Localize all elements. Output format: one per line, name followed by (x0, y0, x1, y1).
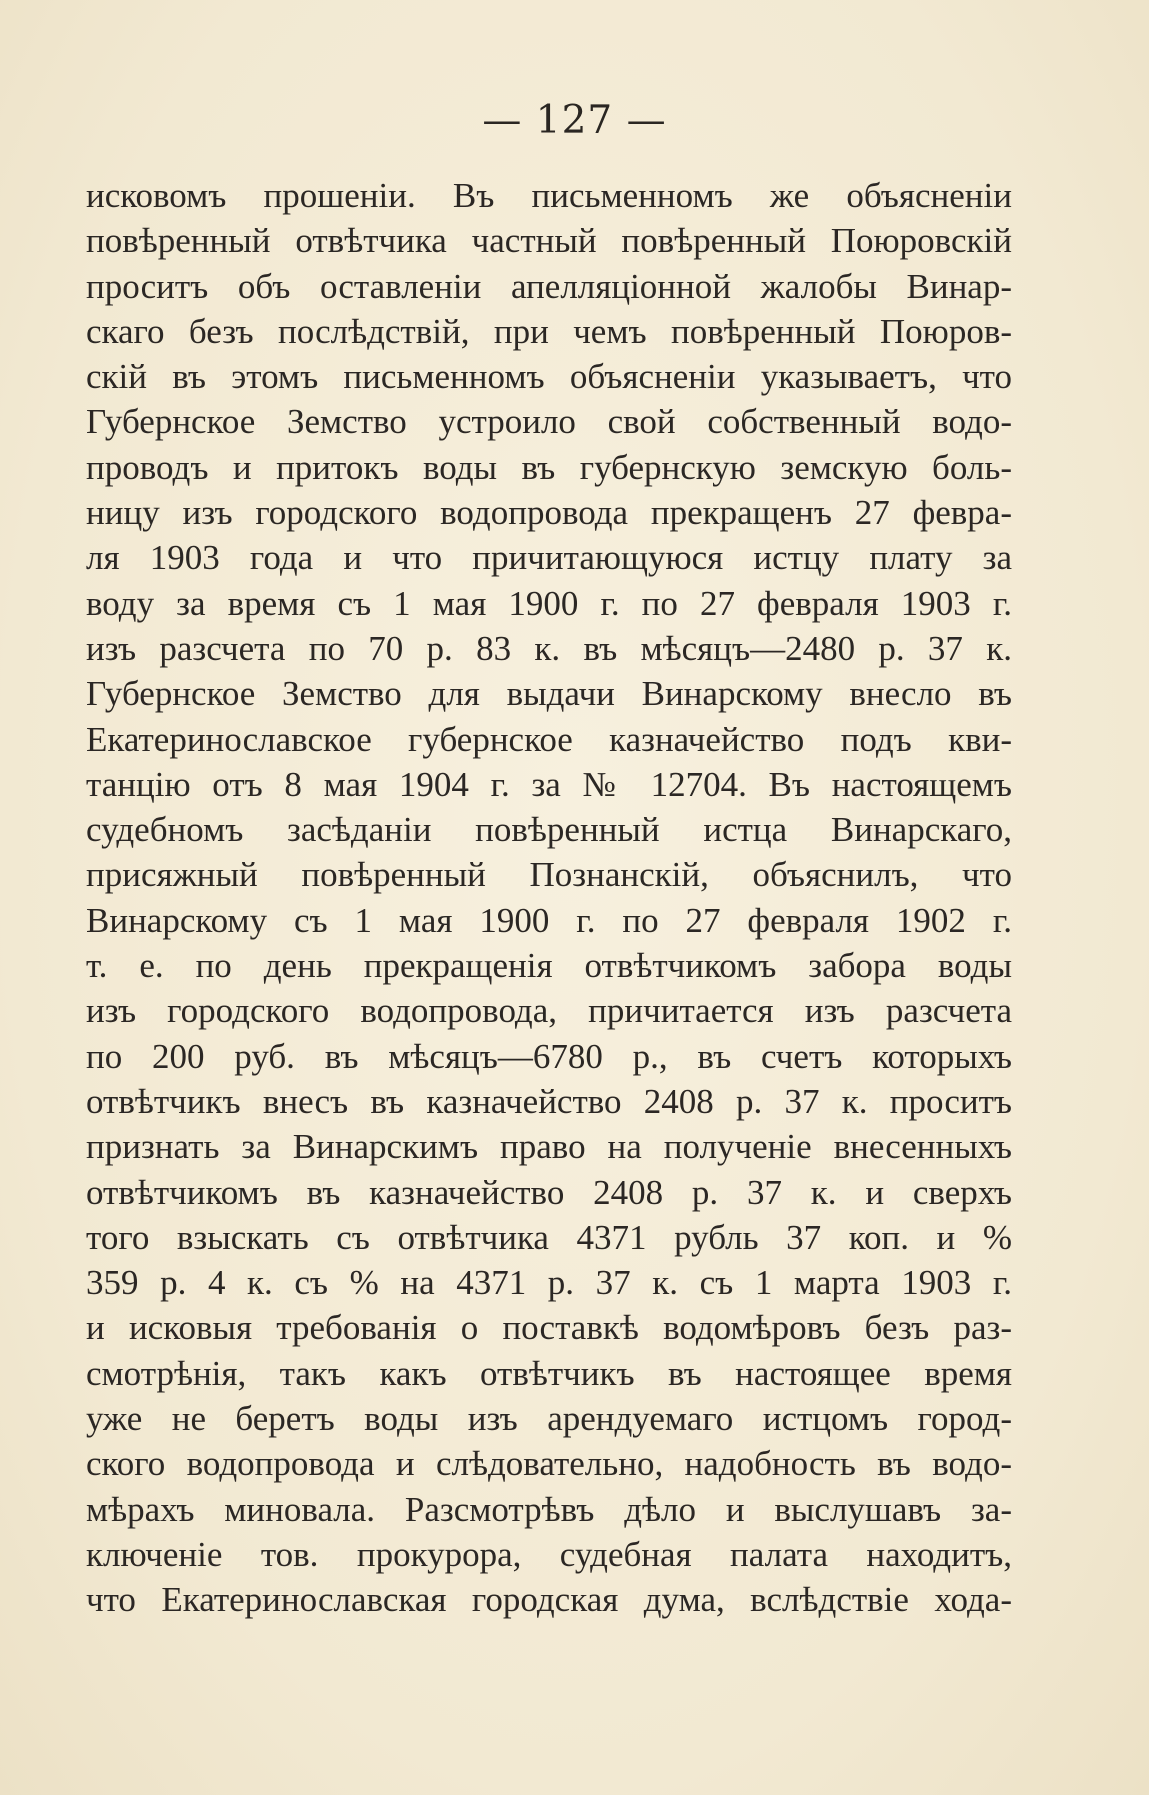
text-line: отвѣтчикъ внесъ въ казначейство 2408 р. 37 к. проситъ (86, 1081, 1012, 1121)
text-line: присяжный повѣренный Познанскiй, объяснилъ, что (86, 855, 1012, 895)
text-line: ницу изъ городского водопровода прекращенъ 27 февра- (86, 493, 1012, 533)
text-line: ключенiе тов. прокурора, судебная палата находитъ, (86, 1534, 1012, 1574)
text-line: 359 р. 4 к. съ % на 4371 р. 37 к. съ 1 марта 1903 г. (86, 1263, 1012, 1303)
text-line: отвѣтчикомъ въ казначейство 2408 р. 37 к. и сверхъ (86, 1172, 1012, 1212)
text-line: смотрѣнiя, такъ какъ отвѣтчикъ въ настоящее время (86, 1353, 1012, 1393)
text-line: Губернское Земство для выдачи Винарскому внесло въ (86, 674, 1012, 714)
text-line: изъ городского водопровода, причитается изъ разсчета (86, 991, 1012, 1031)
text-line: уже не беретъ воды изъ арендуемаго истцомъ город- (86, 1399, 1012, 1439)
text-line: признать за Винарскимъ право на полученiе внесенныхъ (86, 1127, 1012, 1167)
text-line: проситъ объ оставленiи апелляцiонной жалобы Винар- (86, 266, 1012, 306)
text-line: исковомъ прошенiи. Въ письменномъ же объясненiи (86, 176, 1012, 215)
text-line: ля 1903 года и что причитающуюся истцу плату за (86, 538, 1012, 578)
text-line: ского водопровода и слѣдовательно, надобность въ водо- (86, 1444, 1012, 1484)
text-line: изъ разсчета по 70 р. 83 к. въ мѣсяцъ—2480 р. 37 к. (86, 628, 1012, 668)
body-text (86, 173, 1012, 1623)
text-line: проводъ и притокъ воды въ губернскую земскую боль- (86, 447, 1012, 487)
text-line: судебномъ засѣданiи повѣренный истца Винарскаго, (86, 810, 1012, 850)
text-line: что Екатеринославская городская дума, вслѣдствiе хода- (86, 1580, 1012, 1620)
text-line: скiй въ этомъ письменномъ объясненiи указываетъ, что (86, 357, 1012, 397)
text-line: повѣренный отвѣтчика частный повѣренный Поюровскiй (86, 221, 1012, 261)
text-line: танцiю отъ 8 мая 1904 г. за № 12704. Въ настоящемъ (86, 764, 1012, 804)
text-line: воду за время съ 1 мая 1900 г. по 27 февраля 1903 г. (86, 583, 1012, 623)
text-line: мѣрахъ миновала. Разсмотрѣвъ дѣло и выслушавъ за- (86, 1489, 1012, 1529)
text-line: т. е. по день прекращенiя отвѣтчикомъ забора воды (86, 946, 1012, 986)
text-line: того взыскать съ отвѣтчика 4371 рубль 37 коп. и % (86, 1217, 1012, 1257)
text-line: Екатеринославское губернское казначейство подъ кви- (86, 719, 1012, 759)
text-line: и исковыя требованiя о поставкѣ водомѣровъ безъ раз- (86, 1308, 1012, 1348)
page-number: — 127 — (482, 98, 667, 143)
text-line: по 200 руб. въ мѣсяцъ—6780 р., въ счетъ которыхъ (86, 1036, 1012, 1076)
text-line: Винарскому съ 1 мая 1900 г. по 27 февраля 1902 г. (86, 900, 1012, 940)
text-line: скаго безъ послѣдствiй, при чемъ повѣренный Поюров- (86, 311, 1012, 351)
text-line: Губернское Земство устроило свой собственный водо- (86, 402, 1012, 442)
